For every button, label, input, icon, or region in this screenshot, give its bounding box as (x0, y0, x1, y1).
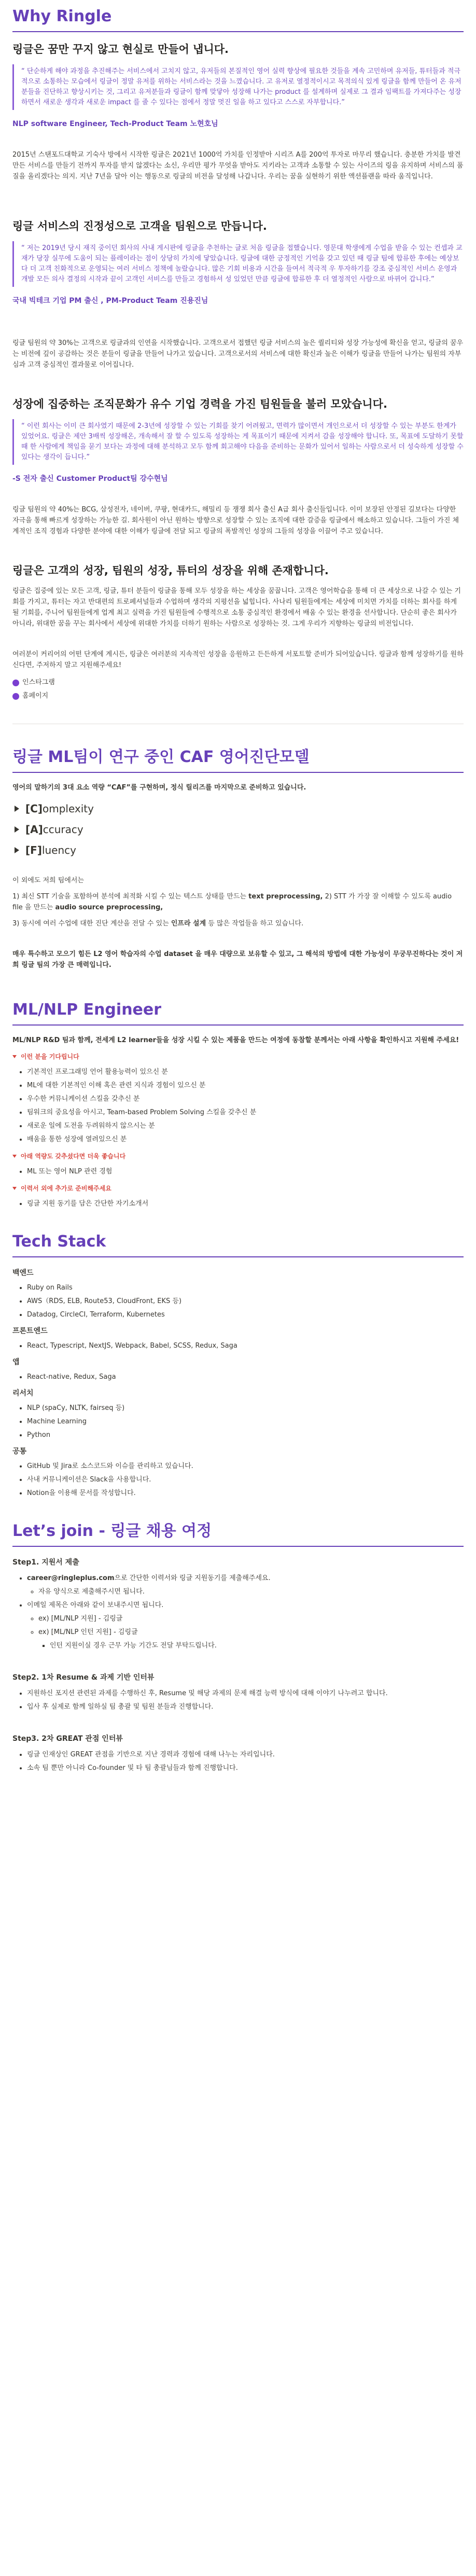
tech-list (12, 1339, 464, 1353)
list-item: • Datadog, CircleCI, Terraform, Kubernetes (27, 1308, 464, 1322)
list-item: ◦ ex) [ML/NLP 인턴 지원] - 김링글 ▪ 인턴 지원이실 경우 근무 가능 기간도 전달 부탁드립니다. (38, 1626, 464, 1653)
paragraph: 여러분이 커리어의 어떤 단계에 계시든, 링글은 여러분의 지속적인 성장을 응원하고 든든하게 서포트할 준비가 되어있습니다. 링글과 함께 성장하기를 원하신다면, 주저하지 말고 지원해주세요! (12, 650, 464, 669)
list-item: • 링글 인재상인 GREAT 관점을 기반으로 지난 경력과 경험에 대해 나누는 자리입니다. (27, 1748, 464, 1762)
toggle-triangle-icon (12, 1055, 17, 1058)
list-item: • 팀워크의 중요성을 아시고, Team-based Problem Solving 스킬을 갖추신 분 (27, 1106, 464, 1119)
instagram-icon (12, 680, 19, 686)
paragraph: 1) 최신 STT 기술을 포함하여 분석에 최적화 시킬 수 있는 텍스트 상태를 만드는 text preprocessing, 2) STT 가 가장 잘 이해할 수 있도록 audio file 을 만드는 audio source preprocessing, (12, 893, 452, 911)
step3-list (12, 1748, 464, 1775)
list-item: • React, Typescript, NextJS, Webpack, Babel, SCSS, Redux, Saga (27, 1339, 464, 1353)
quote-block: “ 단순하게 해야 과정을 추진해주는 서비스에서 고치지 않고, 유저들의 본질적인 영어 실력 향상에 필요한 것들을 계속 고민하며 유저들, 튜터들과 적극적으로 소통하는 모습에서 링글이 정말 유저를 위하는 서비스라는 것을 느꼈습니다. 고 유저로 열정적이시고 목적의식 있게 링글을 함께 만들어 온 유저분들을 진단하고 향상시키는 것, 그리고 유저분들과 링글이 함께 맞닿아 성장해 나가는 product 를 설계하며 실제로 그 결과 임팩트를 가져다주는 성장하면서 새로운 생각과 새로운 impact 를 줄 수 있다는 점에서 정말 멋진 일을 하고 있다고 스스로 자부합니다.” (12, 64, 464, 110)
list-item: • 배움을 통한 성장에 열려있으신 분 (27, 1133, 464, 1146)
quote-author: -S 전자 출신 Customer Product팀 강수현님 (12, 475, 168, 483)
tech-stack-title: Tech Stack (12, 1232, 106, 1251)
list-item: • ML 또는 영어 NLP 관련 경험 (27, 1165, 464, 1179)
list-item: • Python (27, 1429, 464, 1442)
caf-research-title: 링글 ML팀이 연구 중인 CAF 영어진단모델 (12, 748, 310, 766)
step1-title: Step1. 지원서 제출 (12, 1558, 79, 1567)
list-item: • 지원하신 포지션 관련된 과제를 수행하신 후, Resume 및 해당 과제의 문제 해결 능력 방식에 대해 이야기 나누려고 합니다. (27, 1687, 464, 1700)
list-item: • React-native, Redux, Saga (27, 1370, 464, 1384)
list-item: ◦ ex) [ML/NLP 지원] - 김링글 (38, 1612, 464, 1626)
prepare-list (12, 1197, 464, 1211)
divider (12, 772, 464, 773)
toggle-triangle-icon (12, 1187, 17, 1190)
quote-author: 국내 빅테크 기업 PM 출신 , PM-Product Team 진용진님 (12, 297, 208, 305)
plus-list (12, 1165, 464, 1179)
homepage-icon (12, 693, 19, 700)
tech-group-research: 리서치 (12, 1389, 34, 1397)
list-item: • career@ringleplus.com으로 간단한 이력서와 링글 지원동기를 제출해주세요. ◦ 자유 양식으로 제출해주시면 됩니다. (27, 1572, 464, 1599)
paragraph: 링글 팀원의 약 40%는 BCG, 삼성전자, 네이버, 쿠팡, 현대카드, 해밀리 등 쟁쟁 회사 출신 A급 회사 출신들입니다. 이미 보장된 안정된 길보다는 다양한 자극을 통해 빠르게 성장하는 가능한 길. 회사원이 아닌 원하는 방향으로 성장할 수 있는 조직에 대한 갈증을 링글에서 해소하고 있습니다. 그들이 가진 체계적인 조직 경험과 다양한 분야에 대한 이해가 링글에 전달 되고 링글의 폭발적인 성장의 그들의 성장을 이끌어 주고 있습니다. (12, 506, 459, 535)
heading-dream: 링글은 꿈만 꾸지 않고 현실로 만들어 냅니다. (12, 43, 229, 56)
heading-customer: 링글 서비스의 진정성으로 고객을 팀원으로 만듭니다. (12, 220, 267, 232)
toggle-complexity[interactable]: [C] omplexity (12, 798, 464, 819)
step2-list (12, 1687, 464, 1714)
list-item: • 우수한 커뮤니케이션 스킬을 갖추신 분 (27, 1092, 464, 1106)
engineer-intro: ML/NLP R&D 팀과 함께, 전세계 L2 learner들을 성장 시킬 수 있는 제품을 만드는 여정에 동참할 분께서는 아래 사항을 확인하시고 지원해 주세요! (12, 1036, 459, 1044)
list-item: • 새로운 일에 도전을 두려워하지 않으시는 분 (27, 1119, 464, 1133)
heading-vision: 링글은 고객의 성장, 팀원의 성장, 튜터의 성장을 위해 존재합니다. (12, 564, 329, 577)
tech-group-common: 공통 (12, 1447, 27, 1456)
list-item: ◦ 자유 양식으로 제출해주시면 됩니다. (38, 1585, 464, 1599)
tech-group-backend: 백엔드 (12, 1269, 34, 1277)
paragraph: 링글 팀원의 약 30%는 고객으로 링글과의 인연을 시작했습니다. 고객으로서 접했던 링글 서비스의 높은 퀄리티와 성장 가능성에 확신을 얻고, 링글의 꿈우는 비전에 깊이 공감하는 것은 분들이 링글을 만들어 나가고 있습니다. 고객으로서의 서비스에 대한 확신과 높은 이해가 링글을 만들어 나가는 팀원의 자부심과 고객 중심적인 결과물로 이어집니다. (12, 339, 464, 369)
tech-list (12, 1402, 464, 1442)
email-link[interactable]: career@ringleplus.com (27, 1574, 115, 1582)
divider (12, 1024, 464, 1026)
paragraph: 이 외에도 저희 팀에서는 (12, 877, 84, 884)
engineer-title: ML/NLP Engineer (12, 1001, 162, 1019)
list-item: • AWS（RDS, ELB, Route53, CloudFront, EKS 등) (27, 1295, 464, 1308)
divider (12, 1256, 464, 1257)
join-title: Let’s join - 링글 채용 여정 (12, 1522, 212, 1540)
divider (12, 31, 464, 32)
toggle-triangle-icon (12, 1155, 17, 1158)
quote-block: “ 이런 회사는 이미 큰 회사였기 때문에 2-3년에 성장할 수 있는 기회를 찾기 어려웠고, 면력가 많이면서 개인으로서 더 성장할 수 있는 부분도 한계가 있었어요. 링글은 제안 3배씩 성장해온, 개속해서 잘 할 수 있도록 성장하는 게 목표이기 때문에 지켜서 감을 성장해야 합니다. 또, 목표에 도달하기 못할 때 한 사람에게 책임을 묻기 보다는 과정에 대해 분석하고 모두 함께 회고해야 다음을 준비하는 문화가 있어서 일하는 사람으로서 더 성숙하게 성장할 수 있다는 생각이 듭니다.” (12, 419, 464, 465)
quote-author: NLP software Engineer, Tech-Product Team 노현호님 (12, 120, 218, 128)
toggle-triangle-icon (15, 806, 19, 812)
tech-list (12, 1281, 464, 1322)
toggle-triangle-icon (15, 847, 19, 853)
list-item: • 링글 지원 동기를 담은 간단한 자기소개서 (27, 1197, 464, 1211)
list-item: • GitHub 및 Jira로 소스코드와 이슈를 관리하고 있습니다. (27, 1460, 464, 1473)
list-item: • Notion을 이용해 문서를 작성합니다. (27, 1487, 464, 1500)
list-item: • NLP (spaCy, NLTK, fairseq 등) (27, 1402, 464, 1415)
toggle-accuracy[interactable]: [A] ccuracy (12, 819, 464, 840)
list-item: • 입사 후 실제로 함께 일하실 팀 총괄 및 팀원 분들과 진행합니다. (27, 1700, 464, 1714)
paragraph: 3) 동시에 여러 수업에 대한 진단 계산을 전달 수 있는 인프라 설계 등 많은 작업들을 하고 있습니다. (12, 920, 304, 927)
list-item: • 기본적인 프로그래밍 언어 활용능력이 있으신 분 (27, 1065, 464, 1079)
step3-title: Step3. 2차 GREAT 관점 인터뷰 (12, 1735, 123, 1743)
step2-title: Step2. 1차 Resume & 과제 기반 인터뷰 (12, 1673, 155, 1682)
list-item: • 사내 커뮤니케이션은 Slack을 사용합니다. (27, 1473, 464, 1487)
list-item: • Machine Learning (27, 1415, 464, 1429)
toggle-prepare[interactable]: 이력서 외에 추가로 준비해주세요 (12, 1183, 464, 1194)
homepage-link[interactable]: 홈페이지 (12, 689, 464, 703)
paragraph: 매우 특수하고 모으기 힘든 L2 영어 학습자의 수업 dataset 을 매우 대량으로 보유할 수 있고, 그 해석의 방법에 대한 가능성이 무궁무진하다는 것이 저희 링글 팀의 가장 큰 매력입니다. (12, 950, 463, 969)
tech-group-app: 앱 (12, 1358, 20, 1366)
toggle-wanted[interactable]: 이런 분을 기다립니다 (12, 1051, 464, 1062)
wanted-list (12, 1065, 464, 1146)
list-item: • 소속 팀 뿐만 아니라 Co-founder 및 타 팀 총괄님들과 함께 진행합니다. (27, 1762, 464, 1775)
why-ringle-title: Why Ringle (12, 7, 112, 25)
paragraph: 링글은 집중에 있는 모든 고객, 링글, 튜터 분들이 링글을 통해 모두 성장을 하는 세상을 꿈꿉니다. 고객은 영어학습을 통해 더 큰 세상으로 나갈 수 있는 기회를 가지고, 튜터는 자고 반대편의 트로페셔널들과 수업하며 생각의 지평선을 넓힙니다. 사나리 팀원들에게는 세상에 미치면 가치를 더하는 회사를 하게 될 기회를, 주니어 팀원들에게 업계 최고 실력을 가진 팀원들에 수행적으로 소통 중심적인 환경에서 배움 수 있는 환경을 선사합니다. 단순히 좋은 회사가 아니라, 위대한 꿈을 꾸는 회사에서 세상에 위대한 가치를 더하기 원하는 사람으로 성장하는 것. 그게 우리가 지향하는 링글의 비전입니다. (12, 587, 461, 628)
step1-list (12, 1572, 464, 1653)
tech-group-frontend: 프론트엔드 (12, 1327, 48, 1335)
caf-intro: 영어의 말하기의 3대 요소 역량 “CAF”를 구현하며, 정식 릴리즈를 마지막으로 준비하고 있습니다. (12, 784, 306, 792)
list-item: • Ruby on Rails (27, 1281, 464, 1295)
toggle-triangle-icon (15, 826, 19, 833)
tech-list (12, 1460, 464, 1500)
instagram-link[interactable]: 인스타그램 (12, 676, 464, 689)
heading-growth-culture: 성장에 집중하는 조직문화가 유수 기업 경력을 가진 팀원들을 불러 모았습니다. (12, 398, 387, 410)
list-item: ▪ 인턴 지원이실 경우 근무 가능 기간도 전달 부탁드립니다. (50, 1639, 464, 1653)
paragraph: 2015년 스탠포드대학교 기숙사 방에서 시작한 링글은 2021년 1000억 가치를 인정받아 시리즈 A를 200억 투자로 마무리 했습니다. 충분한 가치를 발견 만든 서비스를 만들기 전까지 투자를 받지 않겠다는 소신, 우리만 평가 무엇을 받아도 지키라는 고객과 소통할 수 있는 사이즈의 링을 유지하며 서비스의 품질을 올리겠다는 의지. 지난 7년을 달아 이는 행동으로 링글의 비전을 달성해 나갑니다. 우리는 꿈을 실현하기 위한 액션플랜을 따라 움직입니다. (12, 151, 464, 181)
divider (12, 1546, 464, 1547)
list-item: • 이메일 제목은 아래와 같이 보내주시면 됩니다. ◦ ex) [ML/NLP 지원] - 김링글 ◦ ex) [ML/NLP 인턴 지원] - 김링글 ▪ 인턴 지원이실 경우 근무 가능 기간도 전달 부탁드립니다. (27, 1599, 464, 1653)
tech-list (12, 1370, 464, 1384)
list-item: • ML에 대한 기본적인 이해 혹은 관련 지식과 경험이 있으신 분 (27, 1079, 464, 1092)
toggle-plus[interactable]: 아래 역량도 갖추셨다면 더욱 좋습니다 (12, 1151, 464, 1162)
toggle-fluency[interactable]: [F] luency (12, 840, 464, 861)
quote-block: “ 저는 2019년 당시 재직 중이던 회사의 사내 게시판에 링글을 추천하는 글로 처음 링글을 접했습니다. 영문대 학생에게 수업을 받을 수 있는 컨셉과 교재가 당장 실무에 도움이 되는 플레이라는 점이 상당히 가치에 닿았습니다. 링글에 대한 긍정적인 기억을 갖고 있던 때 링글 팀에 합류한 후에는 예상보다 더 고객 친화적으로 운영되는 여러 서비스 정책에 놀랐습니다. 많은 기회 비용과 시간을 들여서 적극적 우 투자하기를 강조 중심적인 서비스 운영과 개발 모든 의사 결정의 시작과 끝이 고객인 서비스를 만들고 경험하셔 성 있었던 만큼 링글에 합류한 후 더 열정적인 사람으로 바뀌어 갑니다.” (12, 241, 464, 287)
